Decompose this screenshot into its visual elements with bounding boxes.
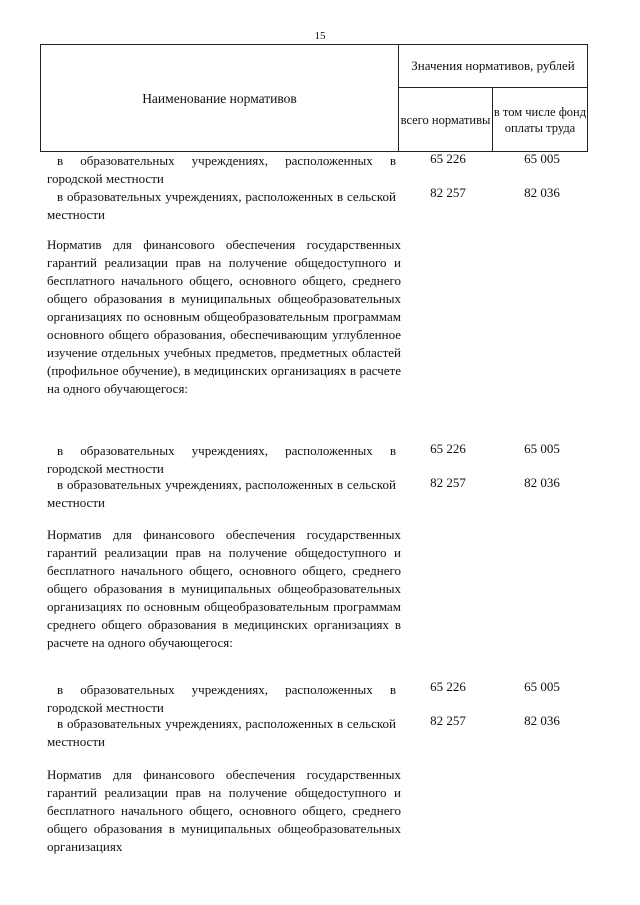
row-urban-label: в образовательных учреждениях, расположенных в городской местности xyxy=(47,443,396,476)
normative-paragraph: Норматив для финансового обеспечения государственных гарантий реализации прав на получение общедоступного и бесплатного начального общего, основного общего, среднего общего образования в муниципальных общеобразовательных организациях по основным общеобразовательным программам среднего общего образования в медицинских организациях в расчете на одного обучающегося: xyxy=(47,527,401,650)
header-values-column: Значения нормативов, рублей xyxy=(411,58,575,73)
row-rural-label: в образовательных учреждениях, расположенных в сельской местности xyxy=(47,477,396,510)
row-urban-payroll: 65 005 xyxy=(524,441,560,456)
row-urban-payroll: 65 005 xyxy=(524,679,560,694)
header-total-column: всего нормативы xyxy=(400,112,491,127)
row-rural-total: 82 257 xyxy=(430,713,466,728)
row-rural-label: в образовательных учреждениях, расположенных в сельской местности xyxy=(47,189,396,222)
row-urban-total: 65 226 xyxy=(430,151,466,166)
page-number: 15 xyxy=(314,30,326,42)
normative-paragraph: Норматив для финансового обеспечения государственных гарантий реализации прав на получение общедоступного и бесплатного начального общего, основного общего, среднего общего образования в муниципальных общеобразовательных организациях xyxy=(47,767,401,854)
header-name-column: Наименование нормативов xyxy=(142,90,297,106)
table-header xyxy=(40,44,588,152)
row-rural-total: 82 257 xyxy=(430,475,466,490)
row-urban-total: 65 226 xyxy=(430,441,466,456)
normative-paragraph: Норматив для финансового обеспечения государственных гарантий реализации прав на получение общедоступного и бесплатного начального общего, основного общего, среднего общего образования в муниципальных общеобразовательных организациях по основным общеобразовательным программам основного общего образования, обеспечивающим углубленное изучение отдельных учебных предметов, предметных областей (профильное обучение), в медицинских организациях в расчете на одного обучающегося: xyxy=(47,237,401,396)
row-urban-total: 65 226 xyxy=(430,679,466,694)
row-rural-payroll: 82 036 xyxy=(524,185,560,200)
row-rural-payroll: 82 036 xyxy=(524,713,560,728)
row-urban-label: в образовательных учреждениях, расположенных в городской местности xyxy=(47,682,396,715)
row-rural-payroll: 82 036 xyxy=(524,475,560,490)
row-rural-total: 82 257 xyxy=(430,185,466,200)
row-urban-label: в образовательных учреждениях, расположенных в городской местности xyxy=(47,153,396,186)
row-urban-payroll: 65 005 xyxy=(524,151,560,166)
row-rural-label: в образовательных учреждениях, расположенных в сельской местности xyxy=(47,716,396,749)
header-payroll-column: в том числе фонд оплаты труда xyxy=(493,104,587,135)
